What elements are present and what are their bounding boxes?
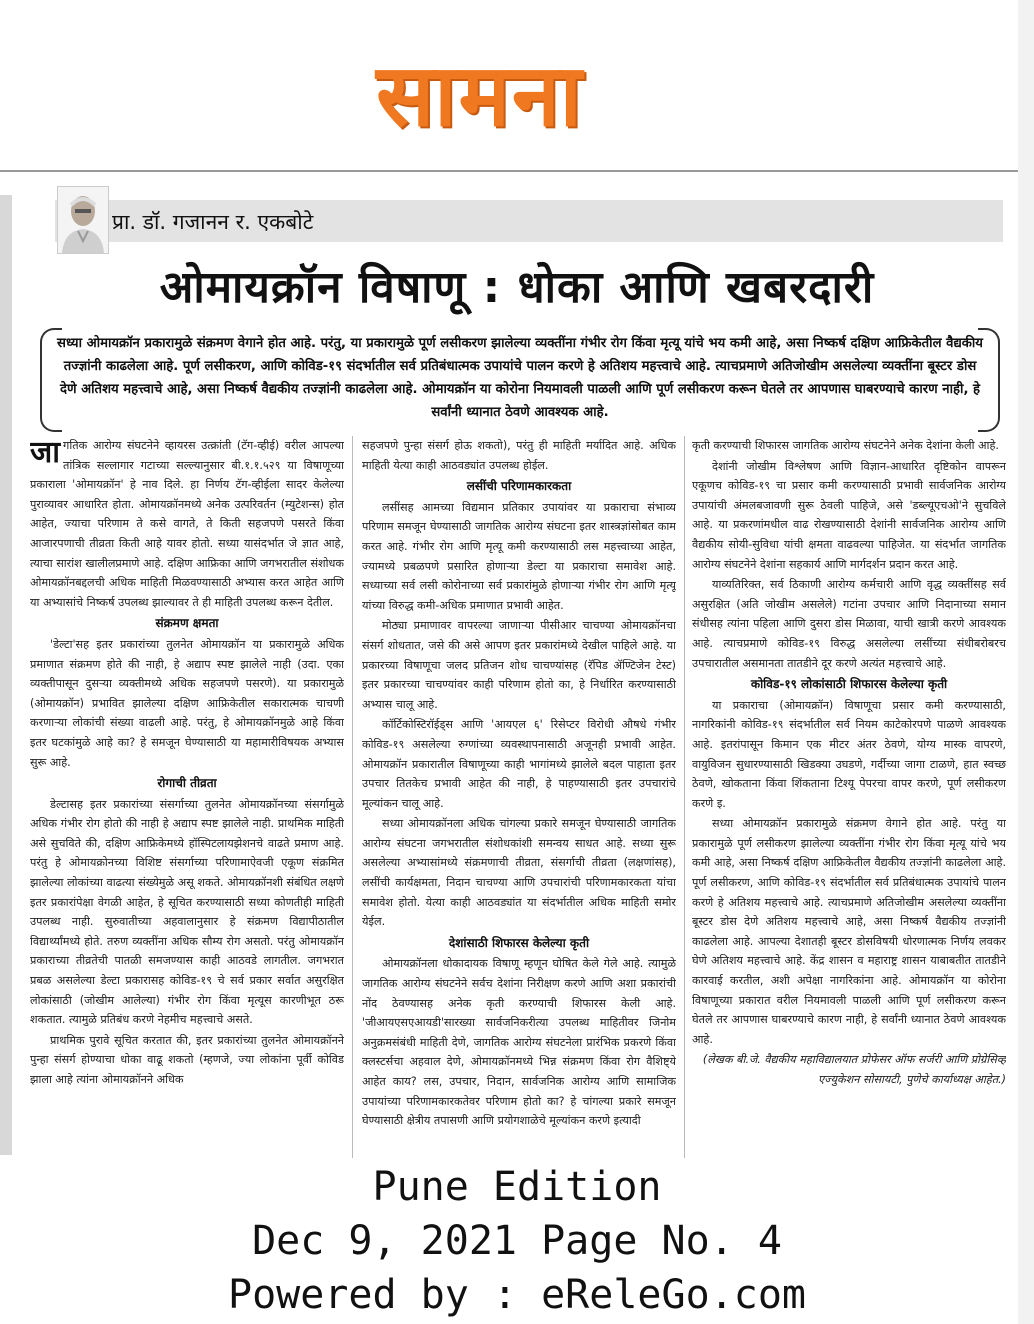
- masthead-divider: [0, 170, 1034, 172]
- column2-paragraph-4: कॉर्टिकोस्टिरॉईड्स आणि 'आयएल ६' रिसेप्टर विरोधी औषधे गंभीर कोविड-१९ असलेल्या रुग्णांच्या व्यवस्थापनासाठी अजूनही प्रभावी आहेत. ओमायक्रॉन प्रकारातील विषाणूच्या काही भागांमध्ये झालेले बदल पाहाता इतर उपचार तितकेच प्रभावी आहेत की नाही, हे पाहण्यासाठी इतर उपचारांचे मूल्यांकन चालू आहे.: [362, 718, 676, 810]
- drop-cap: जा: [30, 436, 61, 470]
- author-portrait-icon: [58, 187, 108, 253]
- column1-paragraph-2: 'डेल्टा'सह इतर प्रकारांच्या तुलनेत ओमायक्रॉन या प्रकारामुळे अधिक प्रमाणात संक्रमण होते की नाही, हे अद्याप स्पष्ट झालेले नाही (उदा. एका व्यक्तीपासून दुसऱ्या व्यक्तीमध्ये अधिक सहजपणे पसरणे). या प्रकारामुळे (ओमायक्रॉन) प्रभावित झालेल्या दक्षिण आफ्रिकेतील सकारात्मक चाचणी करणाऱ्या लोकांची संख्या वाढली आहे. परंतु, हे ओमायक्रॉनमुळे आहे किंवा इतर घटकांमुळे आहे का? हे समजून घेण्यासाठी या महामारीविषयक अभ्यास सुरू आहे.: [30, 637, 344, 769]
- column2-paragraph-6: ओमायक्रॉनला धोकादायक विषाणू म्हणून घोषित केले गेले आहे. त्यामुळे जागतिक आरोग्य संघटनेने सर्वच देशांना निरीक्षण करणे आणि अशा प्रकारांची नोंद ठेवण्यासह अनेक कृती करण्याची शिफारस केली आहे. 'जीआयएसएआयडी'सारख्या सार्वजनिकरीत्या उपलब्ध माहितीवर जिनोम अनुक्रमसंबंधी माहिती देणे, जागतिक आरोग्य संघटनेला प्रारंभिक प्रकरणे किंवा क्लस्टर्सचा अहवाल देणे, ओमायक्रॉनमध्ये भिन्न संक्रमण किंवा रोग वैशिष्ट्ये आहेत काय? लस, उपचार, निदान, सार्वजनिक आरोग्य आणि सामाजिक उपायांच्या परिणामकारकतेवर परिणाम होतो का? हे चांगल्या प्रकारे समजून घेण्यासाठी क्षेत्रीय तपासणी आणि प्रयोगशाळेचे मूल्यांकन करणे इत्यादी: [362, 957, 676, 1128]
- author-note: (लेखक बी.जे. वैद्यकीय महाविद्यालयात प्रोफेसर ऑफ सर्जरी आणि प्रोग्रेसिव्ह एज्युकेशन सोसायटी, पुणेचे कार्याध्यक्ष आहेत.): [702, 1053, 1006, 1086]
- subheading-severity: रोगाची तीव्रता: [157, 776, 217, 791]
- article-headline: ओमायक्रॉन विषाणू : धोका आणि खबरदारी: [159, 262, 875, 313]
- page-edge-right: [1018, 0, 1034, 1324]
- newspaper-logo: सामना: [376, 46, 584, 146]
- subheading-transmission: संक्रमण क्षमता: [155, 616, 219, 631]
- powered-by: Powered by : eReleGo.com: [228, 1272, 806, 1318]
- article-summary-box: [40, 328, 1000, 430]
- column2-paragraph-3: मोठ्या प्रमाणावर वापरल्या जाणाऱ्या पीसीआर चाचण्या ओमायक्रॉनचा संसर्ग शोधतात, जसे की असे आपण इतर प्रकारांमध्ये देखील पाहिले आहे. या प्रकारच्या विषाणूचा जलद प्रतिजन शोध चाचण्यांसह (रॅपिड ॲण्टिजेन टेस्ट) इतर प्रकारच्या चाचण्यांवर काही परिणाम होतो का, हे निर्धारित करण्यासाठी अभ्यास चालू आहे.: [362, 619, 676, 711]
- column1-paragraph-1-text: गतिक आरोग्य संघटनेने व्हायरस उत्क्रांती (टॅग-व्हीई) वरील आपल्या तांत्रिक सल्लागार गटाच्या सल्ल्यानुसार बी.१.१.५२९ या विषाणूच्या प्रकाराला 'ओमायक्रॉन' हे नाव दिले. हा निर्णय टॅग-व्हीईला सादर केलेल्या पुराव्यावर आधारित होता. ओमायक्रॉनमध्ये अनेक उत्परिवर्तन (म्युटेशन्स) होत आहेत, ज्याचा परिणाम ते कसे वागते, ते किती सहजपणे पसरते किंवा आजारपणाची तीव्रता किती आहे यावर होतो. सध्या यासंदर्भात जे ज्ञात आहे, त्याचा सारांश खालीलप्रमाणे आहे. दक्षिण आफ्रिका आणि जगभरातील संशोधक ओमायक्रॉनबद्दलची अधिक माहिती मिळवण्यासाठी अभ्यास करत आहेत आणि या अभ्यासांचे निष्कर्ष उपलब्ध झाल्यावर ते ही माहिती उपलब्ध करून देतील.: [30, 439, 344, 609]
- column-divider-2: [684, 436, 685, 1158]
- article-column-2: [362, 436, 676, 1158]
- edition-footer: [0, 1160, 1034, 1322]
- column3-paragraph-2: देशांनी जोखीम विश्लेषण आणि विज्ञान-आधारित दृष्टिकोन वापरून एकूणच कोविड-१९ चा प्रसार कमी करण्यासाठी प्रभावी सार्वजनिक आरोग्य उपायांची अंमलबजावणी सुरू ठेवली पाहिजे, असे 'डब्ल्यूएचओ'ने सुचविले आहे. या प्रकरणांमधील वाढ रोखण्यासाठी देशांनी सार्वजनिक आरोग्य आणि वैद्यकीय सोयी-सुविधा यांची क्षमता वाढवल्या पाहिजेत. या संदर्भात जागतिक आरोग्य संघटनेने देशांना सहकार्य आणि मार्गदर्शन प्रदान करत आहे.: [692, 459, 1006, 571]
- subheading-people-actions: कोविड-१९ लोकांसाठी शिफारस केलेल्या कृती: [750, 677, 948, 692]
- masthead: [0, 0, 1034, 172]
- column3-paragraph-4: या प्रकाराचा (ओमायक्रॉन) विषाणूचा प्रसार कमी करण्यासाठी, नागरिकांनी कोविड-१९ संदर्भातील सर्व नियम काटेकोरपणे पाळणे आवश्यक आहे. इतरांपासून किमान एक मीटर अंतर ठेवणे, योग्य मास्क वापरणे, वायुविजन सुधारण्यासाठी खिडक्या उघडणे, गर्दीच्या जागा टाळणे, हात स्वच्छ ठेवणे, खोकताना किंवा शिंकताना टिश्यू पेपरचा वापर करणे, पूर्ण लसीकरण करणे इ.: [692, 698, 1006, 810]
- author-photo: [57, 186, 109, 254]
- column1-paragraph-4: प्राथमिक पुरावे सूचित करतात की, इतर प्रकारांच्या तुलनेत ओमायक्रॉनने पुन्हा संसर्ग होण्याचा धोका वाढू शकतो (म्हणजे, ज्या लोकांना पूर्वी कोविड झाला आहे त्यांना ओमायक्रॉनने अधिक: [30, 1033, 344, 1086]
- column3-paragraph-1: कृती करण्याची शिफारस जागतिक आरोग्य संघटनेने अनेक देशांना केली आहे.: [692, 439, 999, 452]
- article-column-1: [30, 436, 344, 1158]
- column3-paragraph-3: याव्यतिरिक्त, सर्व ठिकाणी आरोग्य कर्मचारी आणि वृद्ध व्यक्तींसह सर्व असुरक्षित (अति जोखीम असलेले) गटांना उपचार आणि निदानाच्या समान संधीसह त्यांना पहिला आणि दुसरा डोस मिळावा, याची खात्री करणे आवश्यक आहे. त्याचप्रमाणे कोविड-१९ विरुद्ध असलेल्या लसींच्या संधीबरोबरच उपचारातील असमानता तातडीने दूर करणे अत्यंत महत्त्वाचे आहे.: [692, 578, 1006, 670]
- author-byline: प्रा. डॉ. गजानन र. एकबोटे: [112, 210, 314, 234]
- page-edge-left: [0, 195, 12, 1155]
- subheading-country-actions: देशांसाठी शिफारस केलेल्या कृती: [448, 935, 590, 950]
- article-column-3: [692, 436, 1006, 1158]
- column3-paragraph-5: सध्या ओमायक्रॉन प्रकारामुळे संक्रमण वेगाने होत आहे. परंतु या प्रकारामुळे पूर्ण लसीकरण झालेल्या व्यक्तींना गंभीर रोग किंवा मृत्यू यांचे भय कमी आहे, असा निष्कर्ष दक्षिण आफ्रिकेतील वैद्यकीय तज्ज्ञांनी काढलेला आहे. पूर्ण लसीकरण, आणि कोविड-१९ संदर्भातील सर्व प्रतिबंधात्मक उपायांचे पालन करणे हे अतिशय महत्त्वाचे आहे. त्याचप्रमाणे अतिजोखीम असलेल्या व्यक्तींना बूस्टर डोस देणे अतिशय महत्त्वाचे आहे, असा निष्कर्ष वैद्यकीय तज्ज्ञांनी काढलेला आहे. आपल्या देशातही बूस्टर डोसविषयी धोरणात्मक निर्णय लवकर घेणे अतिशय महत्त्वाचे आहे. केंद्र शासन व महाराष्ट्र शासन याबाबतीत तातडीने कारवाई करतील, अशी अपेक्षा नागरिकांना आहे. ओमायक्रॉन या कोरोना विषाणूच्या प्रकारात वरील नियमावली पाळली आणि पूर्ण लसीकरण करून घेतले तर आपणास घाबरण्याचे कारण नाही, हे सर्वांनी ध्यानात ठेवणे आवश्यक आहे.: [692, 817, 1006, 1046]
- column-divider-1: [352, 436, 353, 1158]
- column1-paragraph-3: डेल्टासह इतर प्रकारांच्या संसर्गाच्या तुलनेत ओमायक्रॉनच्या संसर्गामुळे अधिक गंभीर रोग होतो की नाही हे अद्याप स्पष्ट झालेले नाही. प्राथमिक माहिती असे सुचविते की, दक्षिण आफ्रिकेमध्ये हॉस्पिटलायझेशनचे वाढते प्रमाण आहे. परंतु हे ओमायक्रोनच्या विशिष्ट संसर्गाच्या परिणामाऐवजी एकूण संक्रमित झालेल्या लोकांच्या वाढत्या संख्येमुळे असू शकते. ओमायक्रॉनशी संबंधित लक्षणे इतर प्रकारांपेक्षा वेगळी आहेत, हे सूचित करण्यासाठी सध्या कोणतीही माहिती उपलब्ध नाही. सुरुवातीच्या अहवालानुसार हे संक्रमण विद्यापीठातील विद्यार्थ्यांमध्ये होते. तरुण व्यक्तींना अधिक सौम्य रोग असतो. परंतु ओमायक्रॉन प्रकाराच्या तीव्रतेची पातळी समजण्यास काही आठवडे लागतील. जगभरात प्रबळ असलेल्या डेल्टा प्रकारासह कोविड-१९ चे सर्व प्रकार सर्वात असुरक्षित लोकांसाठी (जोखीम आलेल्या) गंभीर रोग किंवा मृत्यूस कारणीभूत ठरू शकतात. त्यामुळे प्रतिबंध करणे नेहमीच महत्त्वाचे असते.: [30, 797, 344, 1027]
- article-summary: सध्या ओमायक्रॉन प्रकारामुळे संक्रमण वेगाने होत आहे. परंतु, या प्रकारामुळे पूर्ण लसीकरण झालेल्या व्यक्तींना गंभीर रोग किंवा मृत्यू यांचे भय कमी आहे, असा निष्कर्ष दक्षिण आफ्रिकेतील वैद्यकीय तज्ज्ञांनी काढलेला आहे. पूर्ण लसीकरण, आणि कोविड-१९ संदर्भातील सर्व प्रतिबंधात्मक उपायांचे पालन करणे हे अतिशय महत्त्वाचे आहे. त्याचप्रमाणे अतिजोखीम असलेल्या व्यक्तींना बूस्टर डोस देणे अतिशय महत्त्वाचे आहे, असा निष्कर्ष वैद्यकीय तज्ज्ञांनी काढलेला आहे. ओमायक्रॉन या कोरोना नियमावली पाळली आणि पूर्ण लसीकरण करून घेतले तर आपणास घाबरण्याचे कारण नाही, हे सर्वांनी ध्यानात ठेवणे आवश्यक आहे.: [57, 336, 983, 420]
- column2-paragraph-1: सहजपणे पुन्हा संसर्ग होऊ शकतो), परंतु ही माहिती मर्यादित आहे. अधिक माहिती येत्या काही आठवड्यांत उपलब्ध होईल.: [362, 439, 676, 472]
- subheading-vaccine-effectiveness: लसींची परिणामकारकता: [466, 479, 572, 494]
- column1-paragraph-1: [30, 436, 344, 612]
- edition-date-page: Dec 9, 2021 Page No. 4: [252, 1218, 782, 1264]
- column2-paragraph-2: लसींसह आमच्या विद्यमान प्रतिकार उपायांवर या प्रकाराचा संभाव्य परिणाम समजून घेण्यासाठी जागतिक आरोग्य संघटना इतर शास्त्रज्ञांसोबत काम करत आहे. गंभीर रोग आणि मृत्यू कमी करण्यासाठी लस महत्त्वाच्या आहेत, ज्यामध्ये प्रबळपणे प्रसारित होणाऱ्या डेल्टा या प्रकाराचा समावेश आहे. सध्याच्या सर्व लसी कोरोनाच्या सर्व प्रकारांमुळे होणाऱ्या गंभीर रोग आणि मृत्यू यांच्या विरुद्ध कमी-अधिक प्रमाणात प्रभावी आहेत.: [362, 500, 676, 612]
- column2-paragraph-5: सध्या ओमायक्रॉनला अधिक चांगल्या प्रकारे समजून घेण्यासाठी जागतिक आरोग्य संघटना जगभरातील संशोधकांशी समन्वय साधत आहे. सध्या सुरू असलेल्या अभ्यासांमध्ये संक्रमणाची तीव्रता, संसर्गाची तीव्रता (लक्षणांसह), लसींची कार्यक्षमता, निदान चाचण्या आणि उपचारांची परिणामकारकता यांचा समावेश होतो. येत्या काही आठवड्यांत या संदर्भातील अधिक माहिती समोर येईल.: [362, 817, 676, 929]
- edition-name: Pune Edition: [372, 1164, 662, 1210]
